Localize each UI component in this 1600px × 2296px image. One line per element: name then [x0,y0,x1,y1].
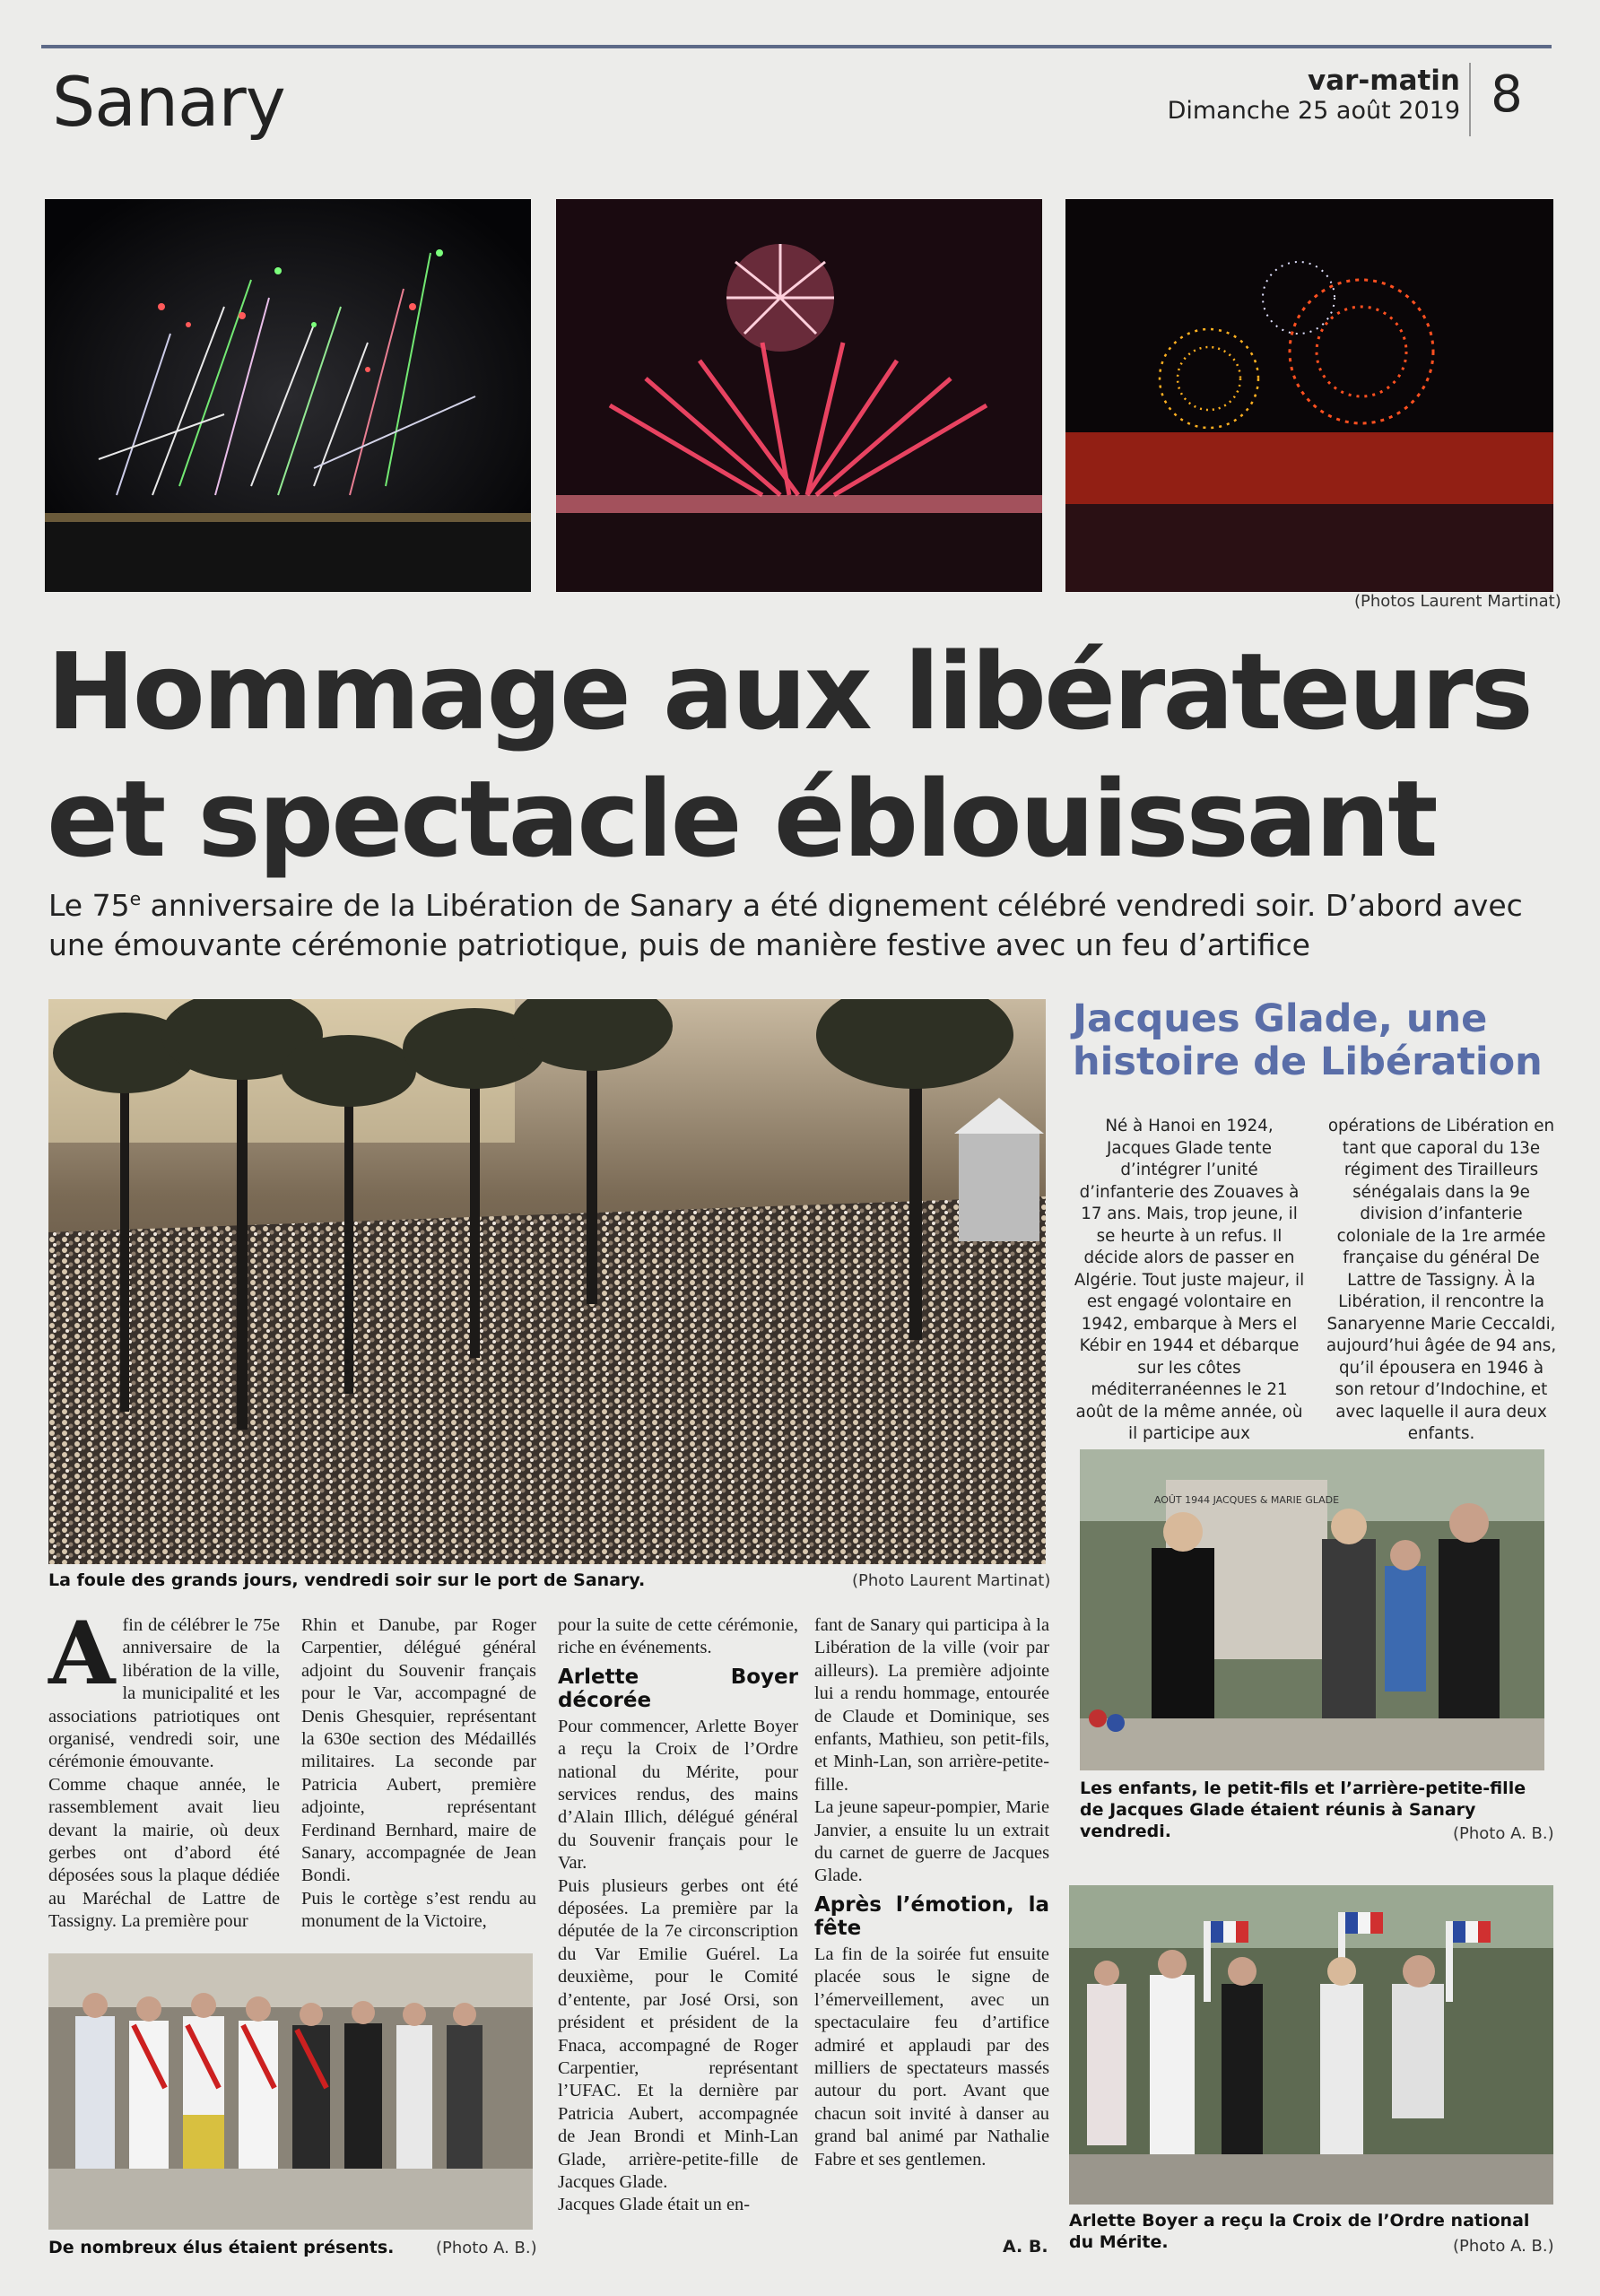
crowd-photo-caption [48,1570,856,1591]
family-photo-credit: (Photo A. B.) [1453,1824,1554,1843]
fireworks-photo-red [556,199,1042,592]
standfirst-text-start: Le 75 [48,888,130,923]
sidebar-column-1: Né à Hanoi en 1924, Jacques Glade tente d’intégrer l’unité d’infanterie des Zouaves à 17 ans. Mais, trop jeune, il se heurte à un refus. Il décide alors de passer en Algérie. Tout juste majeur, il est engagé volontaire en 1942, embarque à Mers el Kébir en 1944 et débarque sur les côtes méditerranéennes le 21 août de la même année, où il participe aux [1074,1117,1305,1443]
headline-line-2: et spectacle éblouissant [47,757,1436,881]
top-rule [41,45,1552,48]
fireworks-photo-multicolor [45,199,531,592]
sidebar-column-2: opérations de Libération en tant que caporal du 13e régiment des Tirailleurs sénégalais dans la 9e division d’infanterie coloniale de la 1re armée française du général De Lattre de Tassigny. À la Libération, il rencontre la Sanaryenne Marie Ceccaldi, aujourd’hui âgée de 94 ans, qu’il épousera en 1946 à son retour d’Indochine, et avec laquelle il aura deux enfants. [1326,1117,1557,1443]
crowd-photo-credit: (Photo Laurent Martinat) [852,1571,1051,1590]
article-column-3 [558,1614,798,2217]
subhead-apres-emotion: Après l’émotion, la fête [814,1892,1049,1940]
headline-line-1: Hommage aux libérateurs [47,630,1531,753]
family-caption-text: Les enfants, le petit-fils et l’arrière-petite-fille de Jacques Glade étaient réunis à Sanary vendredi. [1080,1779,1526,1841]
article-paragraph: Rhin et Danube, par Roger Carpentier, délégué général adjoint du Souvenir français pour le Var, accompagné de Denis Ghesquier, représentant la 630e section des Médaillés militaires. La seconde par Patricia Aubert, première adjointe, représentant Ferdinand Bernhard, maire de Sanary, accompagnée de Jean Bondi. [301,1615,536,1886]
section-title: Sanary [52,62,285,142]
fireworks-photo-orange [1065,199,1553,592]
family-photo [1080,1449,1544,1770]
dropcap: A [48,1603,116,1704]
article-column-4 [814,1614,1049,2171]
article-paragraph: fin de célébrer le 75e anniversaire de la libération de la ville, la municipalité et les associations patriotiques ont organisé, vendredi soir, une cérémonie émouvante. [48,1615,280,1772]
memorial-sign-text: AOÛT 1944 JACQUES & MARIE GLADE [1153,1494,1340,1506]
medal-caption-text: Arlette Boyer a reçu la Croix de l’Ordre national du Mérite. [1069,2211,1530,2252]
article-paragraph: Puis plusieurs gerbes ont été déposées. La première par la députée de la 7e circonscription du Var Emilie Guérel. La deuxième, pour le Comité d’entente, par José Orsi, son président et président de la Fnaca, accompagné de Roger Carpentier, représentant l’UFAC. Et la dernière par Patricia Aubert, accompagnée de Jean Brondi et Minh-Lan Glade, arrière-petite-fille de Jacques Glade. [558,1875,798,2192]
article-paragraph: Puis le cortège s’est rendu au monument de la Victoire, [301,1888,536,1932]
article-paragraph: fant de Sanary qui participa à la Libération de la ville (voir par ailleurs). La première adjointe lui a rendu hommage, entourée de Claude et Dominique, ses enfants, Mathieu, son petit-fils, et Minh-Lan, son arrière-petite-fille. [814,1615,1049,1795]
article-paragraph: Comme chaque année, le rassemblement avait lieu devant la mairie, où deux gerbes ont d’abord été déposées sous la plaque dédiée au Maréchal de Lattre de Tassigny. La première pour [48,1774,280,1932]
article-paragraph: Jacques Glade était un en- [558,2195,751,2215]
officials-photo [48,1953,533,2230]
article-column-2 [301,1614,536,1934]
top-photos-credit: (Photos Laurent Martinat) [1354,592,1561,611]
sidebar-title: Jacques Glade, une histoire de Libération [1073,996,1543,1084]
standfirst-text-rest: anniversaire de la Libération de Sanary a été dignement célébré vendredi soir. D’abord avec une émouvante cérémonie patriotique, puis de manière festive avec un feu d’artifice [48,888,1523,962]
standfirst-superscript: e [129,888,142,909]
newspaper-name: var-matin [1307,65,1460,97]
headline [47,628,1571,883]
officials-photo-caption [48,2237,394,2258]
standfirst [48,886,1555,965]
crowd-caption-text: La foule des grands jours, vendredi soir sur le port de Sanary. [48,1570,646,1590]
crowd-photo [48,999,1046,1564]
article-paragraph: Pour commencer, Arlette Boyer a reçu la Croix de l’Ordre national du Mérite, pour services rendus, des mains d’Alain Illich, délégué général du Souvenir français pour le Var. [558,1716,798,1874]
article-signature: A. B. [1003,2237,1048,2257]
publication-date: Dimanche 25 août 2019 [1167,97,1460,125]
officials-photo-credit: (Photo A. B.) [436,2239,537,2257]
article-paragraph: La fin de la soirée fut ensuite placée sous le signe de l’émerveillement, avec un spectaculaire feu d’artifice admiré et applaudi par des milliers de spectateurs massés autour du port. Avant que chacun soit invité à danser au grand bal animé par Nathalie Fabre et ses gentlemen. [814,1944,1049,2170]
medal-ceremony-photo [1069,1885,1553,2205]
page-number: 8 [1491,65,1523,124]
article-paragraph: La jeune sapeur-pompier, Marie Janvier, a ensuite lu un extrait du carnet de guerre de Jacques Glade. [814,1797,1049,1886]
officials-caption-text: De nombreux élus étaient présents. [48,2238,395,2257]
medal-photo-credit: (Photo A. B.) [1453,2237,1554,2256]
header-divider [1469,63,1471,136]
article-paragraph: pour la suite de cette cérémonie, riche en événements. [558,1615,798,1658]
article-column-1 [48,1603,280,1934]
subhead-arlette-boyer: Arlette Boyer décorée [558,1665,798,1712]
